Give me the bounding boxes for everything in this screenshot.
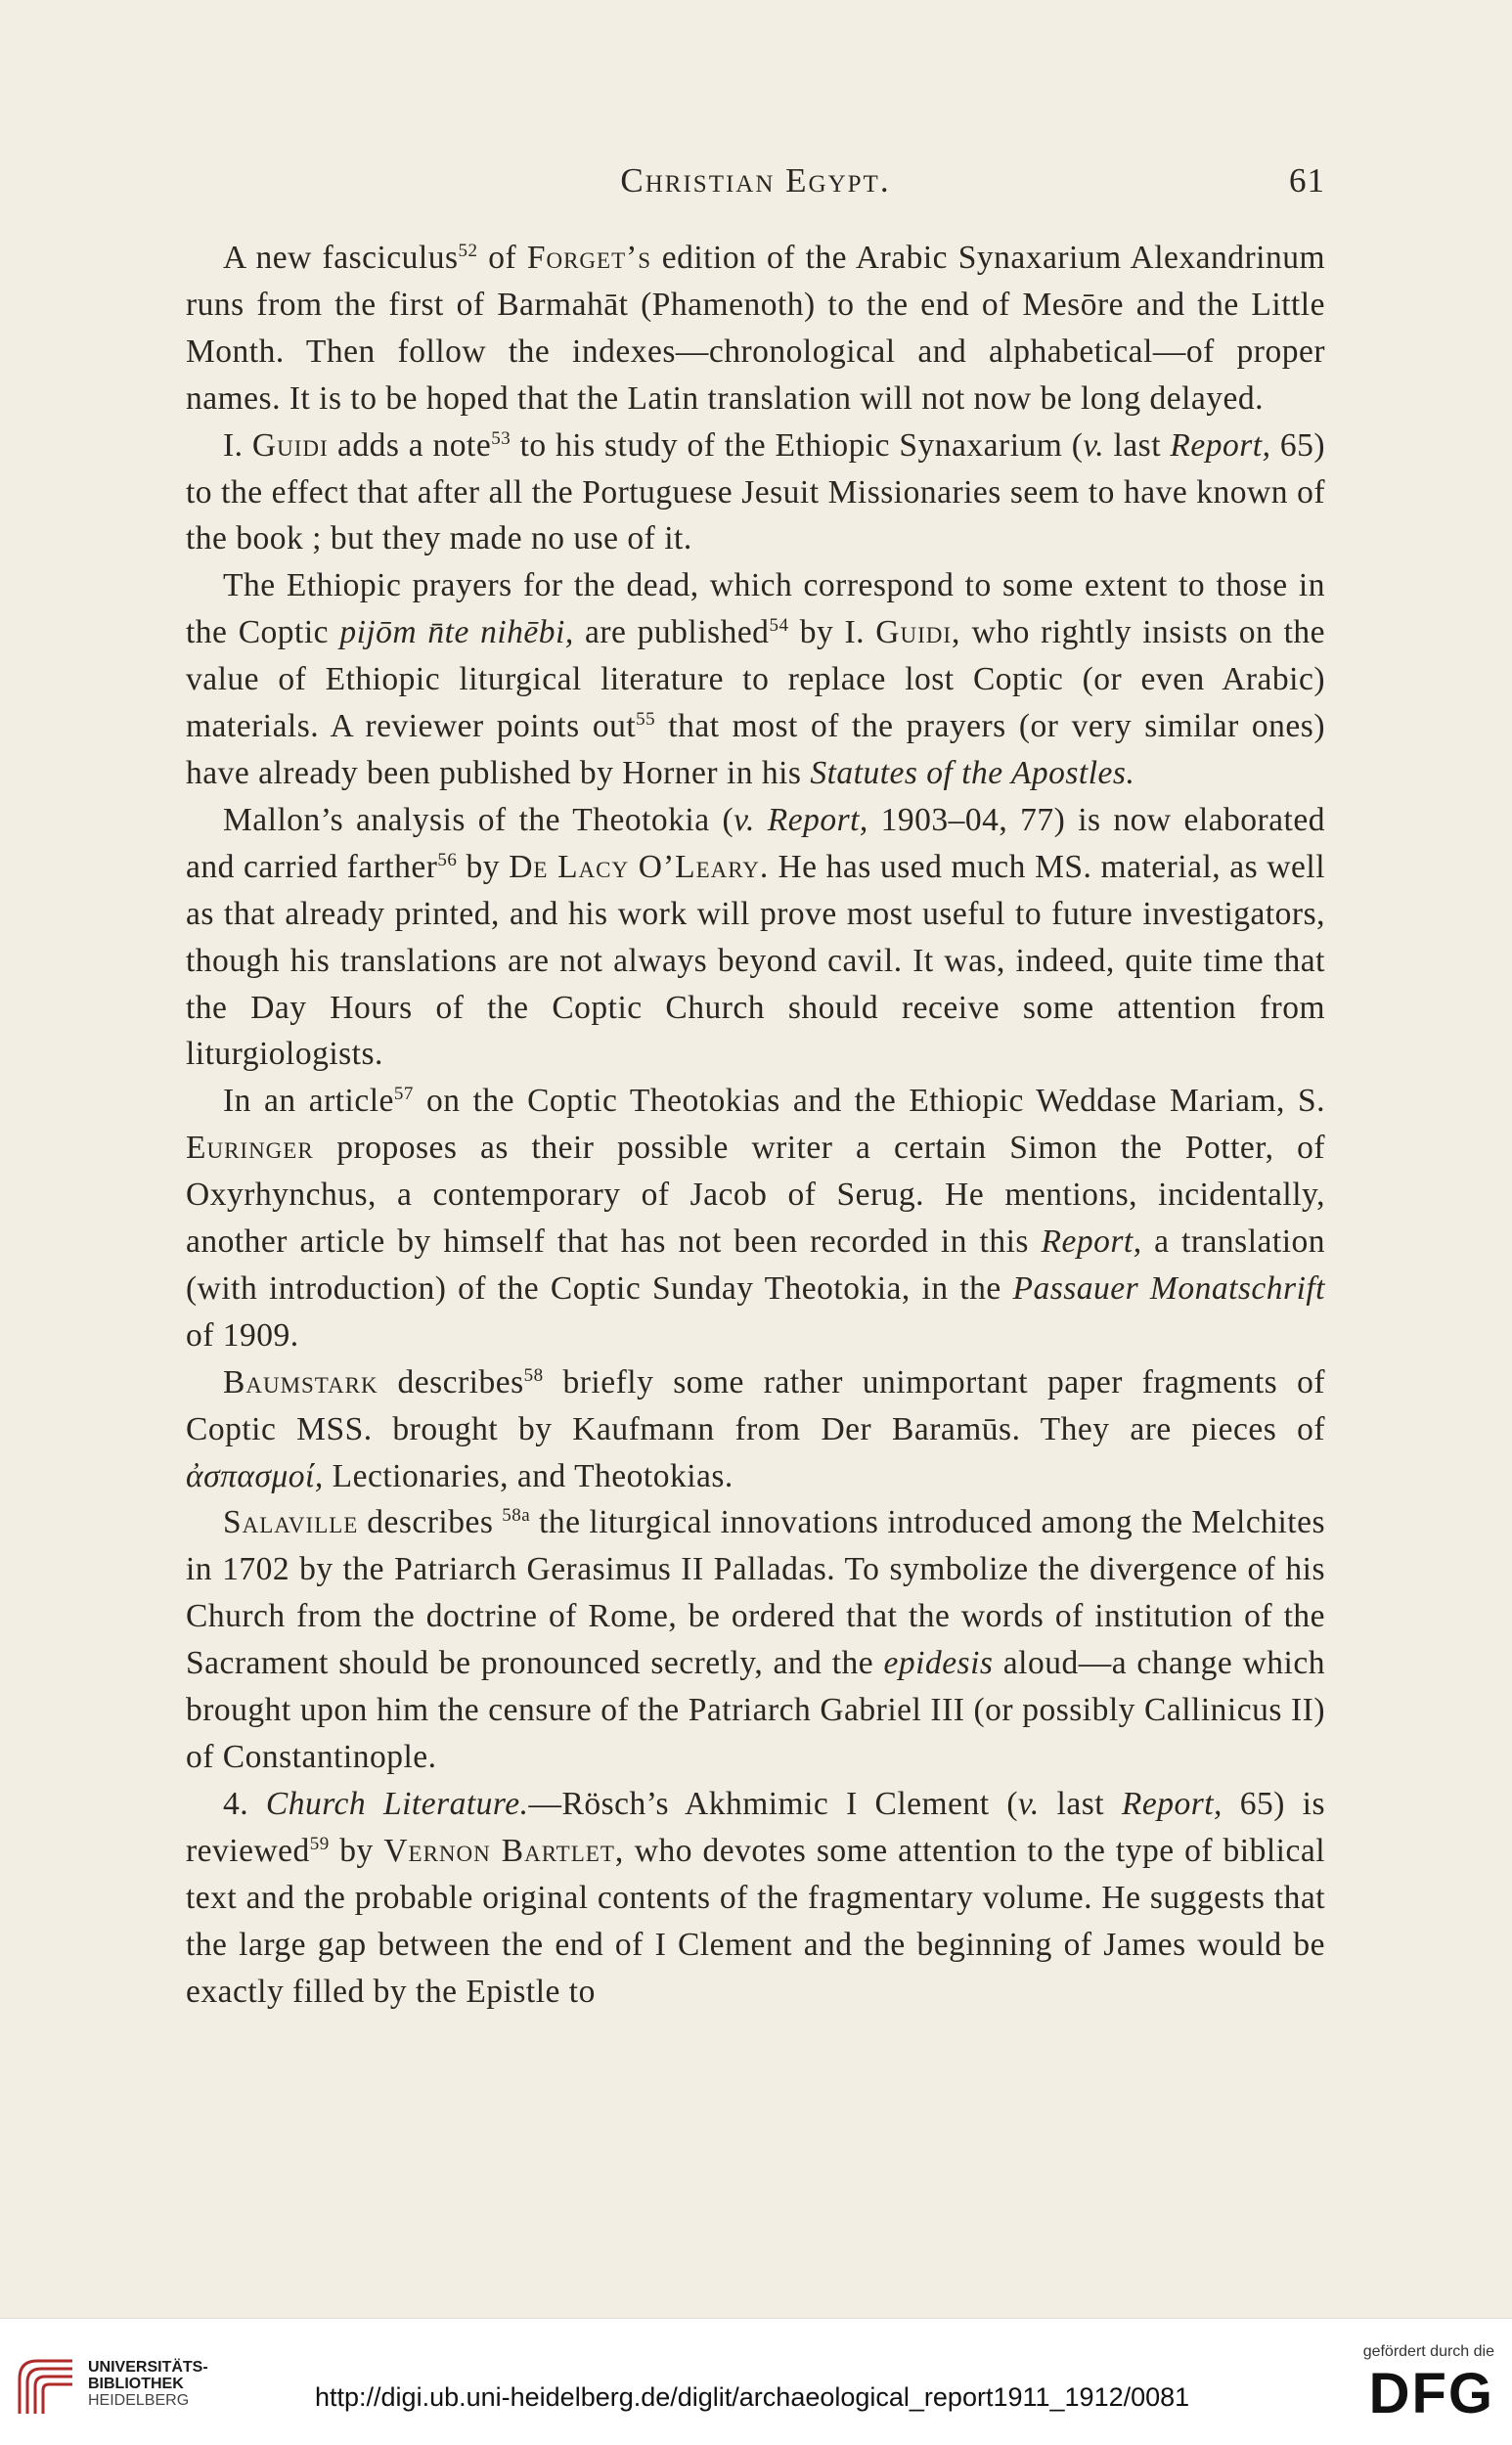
author-name: Vernon Bartlet, <box>383 1832 625 1869</box>
funding-text: gefördert durch die <box>1362 2343 1494 2360</box>
text-run: 65) to the effect that after all the Portuguese Jesuit Missionaries seem to have known of the book ; but they made no use of it. <box>186 426 1325 557</box>
italic-text: Passauer Monatschrift <box>1012 1269 1325 1307</box>
italic-text: v. Report, <box>734 801 868 838</box>
library-name-line1: UNIVERSITÄTS- <box>88 2359 208 2376</box>
library-name-line2: BIBLIOTHEK <box>88 2376 184 2392</box>
text-run: edition of the Arabic Synaxarium Alexandrinum runs from the first of Barmahāt (Phamenoth) to the end of Mesōre and the Little Month. Then follow the indexes—chronological and alphabetical—of proper names. It is to be hoped that the Latin translation will not now be long delayed. <box>186 240 1326 417</box>
author-name: Guidi, <box>875 614 961 651</box>
paragraph <box>186 797 1325 1078</box>
library-name-line3: HEIDELBERG <box>88 2392 190 2409</box>
author-name: De Lacy O’Leary. <box>509 848 770 885</box>
dfg-logo[interactable]: DFG <box>1368 2362 1494 2425</box>
text-run: who rightly insists on the value of Ethiopic liturgical literature to replace lost Coptic (or even Arabic) materials. A reviewer points out <box>186 614 1326 745</box>
text-run: by I. <box>788 614 876 651</box>
text-run: by <box>329 1832 384 1869</box>
text-run: last <box>1039 1785 1122 1822</box>
text-run: that most of the prayers (or very similar ones) have already been published by Horner in his <box>186 708 1325 791</box>
text-run: briefly some rather unimportant paper fragments of Coptic MSS. brought by Kaufmann from Der Baramūs. They are pieces of <box>186 1363 1325 1447</box>
text-run: by <box>457 848 510 885</box>
footer-bar <box>0 2318 1512 2445</box>
text-run: I. <box>223 426 252 464</box>
text-run: describes <box>358 1504 503 1541</box>
footnote-ref: 54 <box>769 615 789 637</box>
author-name: Forget’s <box>526 240 652 276</box>
text-run: 65) is reviewed <box>186 1785 1325 1869</box>
italic-text: v. <box>1017 1785 1040 1822</box>
author-name: Baumstark <box>223 1363 378 1400</box>
funder-block <box>1323 2343 1494 2423</box>
text-run: Mallon’s analysis of the Theotokia ( <box>223 801 734 838</box>
footnote-ref: 53 <box>491 427 511 449</box>
library-emblem-icon <box>14 2355 78 2420</box>
italic-text: Report, <box>1121 1785 1223 1822</box>
running-head <box>186 161 1325 210</box>
text-run: Lectionaries, and Theotokias. <box>323 1457 734 1494</box>
italic-text: pijōm n̄te nihēbi, <box>339 614 574 651</box>
italic-text: Report, <box>1170 426 1271 464</box>
footnote-ref: 57 <box>393 1084 414 1105</box>
paragraph <box>186 422 1325 563</box>
text-run: aloud—a change which brought upon him the censure of the Patriarch Gabriel III (or possibly Callinicus II) of Constantinople. <box>186 1645 1325 1775</box>
italic-text: epidesis <box>883 1645 994 1682</box>
text-run: In an article <box>223 1083 394 1120</box>
footnote-ref: 59 <box>309 1833 330 1854</box>
body-text <box>186 235 1325 2015</box>
library-logo[interactable] <box>14 2355 208 2423</box>
paragraph <box>186 235 1325 422</box>
text-run: are published <box>573 614 770 651</box>
footnote-ref: 58 <box>523 1364 544 1386</box>
text-run: describes <box>378 1363 524 1400</box>
text-run: of 1909. <box>186 1316 299 1354</box>
text-run: The Ethiopic prayers for the dead, which correspond to some extent to those in the Coptic <box>186 567 1325 651</box>
paragraph <box>186 1359 1325 1500</box>
italic-text: Statutes of the Apostles. <box>810 754 1135 791</box>
text-run: a translation (with introduction) of the Coptic Sunday Theotokia, in the <box>186 1223 1326 1307</box>
page-number: 61 <box>1289 161 1325 200</box>
text-run: He has used much MS. material, as well as that already printed, and his work will prove most useful to future investigators, though his translations are not always beyond cavil. It was, indeed, quite time that the Day Hours of the Coptic Church should receive some attention from liturgiologists. <box>186 848 1326 1073</box>
author-name: Euringer <box>186 1130 314 1167</box>
text-run: A new fasciculus <box>223 240 459 276</box>
paragraph <box>186 1499 1325 1780</box>
author-name: Guidi <box>251 426 329 464</box>
permalink-url[interactable]: http://digi.ub.uni-heidelberg.de/diglit/archaeological_report1911_1912/0081 <box>315 2382 1190 2412</box>
footnote-ref: 55 <box>636 708 656 730</box>
text-run: who devotes some attention to the type of biblical text and the probable original contents of the fragmentary volume. He suggests that the large gap between the end of I Clement and the beginning of James would be exactly filled by the Epistle to <box>186 1832 1325 2010</box>
text-run: proposes as their possible writer a certain Simon the Potter, of Oxyrhynchus, a contemporary of Jacob of Serug. He mentions, incidentally, another article by himself that has not been recorded in this <box>186 1130 1325 1261</box>
text-run: on the Coptic Theotokias and the Ethiopic Weddase Mariam, S. <box>413 1083 1325 1120</box>
text-run: 4. <box>223 1785 266 1822</box>
italic-text: v. <box>1083 426 1105 464</box>
italic-text: ἀσπασμοί, <box>186 1457 324 1494</box>
text-run: 1903–04, 77) is now elaborated and carried farther <box>186 801 1325 885</box>
paragraph <box>186 1078 1325 1358</box>
author-name: Salaville <box>223 1504 359 1541</box>
italic-text: Report, <box>1041 1223 1142 1261</box>
text-run: adds a note <box>328 426 492 464</box>
running-title: Christian Egypt. <box>620 161 891 200</box>
footnote-ref: 56 <box>437 849 458 870</box>
text-run: to his study of the Ethiopic Synaxarium ( <box>511 426 1084 464</box>
paragraph <box>186 562 1325 797</box>
footnote-ref: 52 <box>458 240 478 261</box>
text-run: —Rösch’s Akhmimic I Clement ( <box>528 1785 1018 1822</box>
italic-text: Church Literature. <box>265 1785 529 1822</box>
text-run: the liturgical innovations introduced among the Melchites in 1702 by the Patriarch Gerasimus II Palladas. To symbolize the divergence of his Church from the doctrine of Rome, be ordered that the words of institution of the Sacrament should be pronounced secretly, and the <box>186 1504 1325 1682</box>
text-run: of <box>477 240 527 276</box>
text-run: last <box>1104 426 1171 464</box>
paragraph <box>186 1781 1325 2016</box>
footnote-ref: 58a <box>502 1505 531 1527</box>
